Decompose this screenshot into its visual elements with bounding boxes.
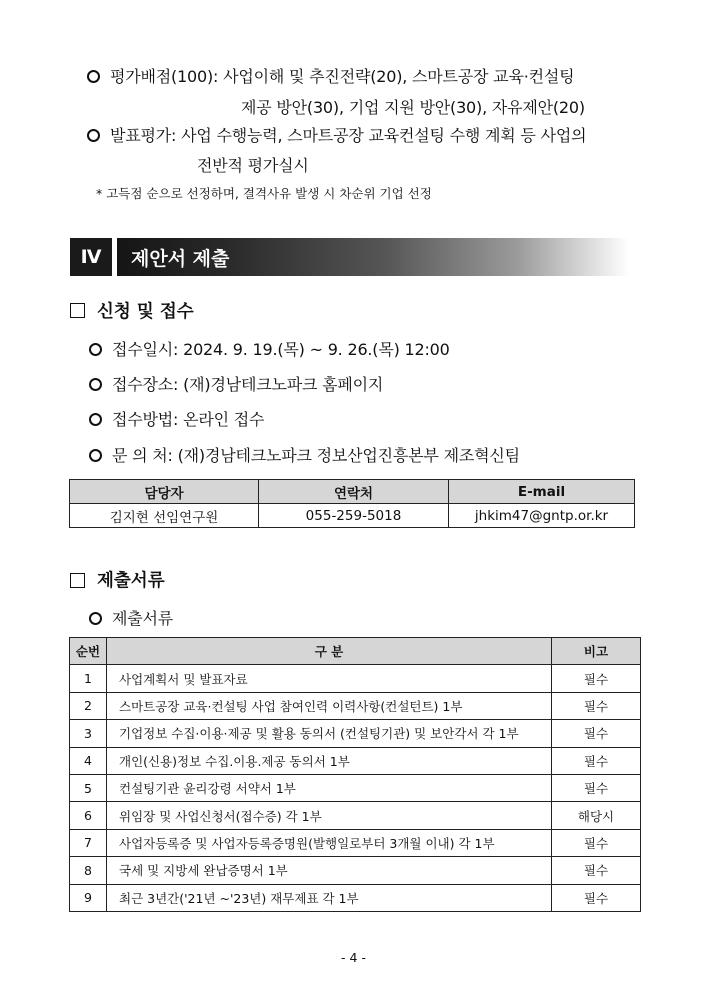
docs-header-name: 구 분 (107, 638, 552, 665)
row-number: 7 (70, 829, 107, 856)
row-number: 9 (70, 884, 107, 911)
row-note: 필수 (552, 720, 641, 747)
docs-heading: 제출서류 (97, 571, 165, 591)
apply-item-contact: 문 의 처: (재)경남테크노파크 정보산업진흥본부 제조혁신팀 (112, 446, 520, 465)
table-row (70, 829, 641, 856)
apply-item-method: 접수방법: 온라인 접수 (112, 410, 265, 429)
row-number: 2 (70, 692, 107, 719)
row-note: 필수 (552, 829, 641, 856)
row-name: 국세 및 지방세 완납증명서 1부 (107, 857, 552, 884)
contact-header-phone: 연락처 (259, 480, 449, 504)
table-header-row (70, 480, 635, 504)
bullet-circle-icon (89, 378, 102, 391)
checkbox-square-icon (70, 573, 85, 588)
row-note: 필수 (552, 884, 641, 911)
docs-header-no: 순번 (70, 638, 107, 665)
row-note: 필수 (552, 857, 641, 884)
page-number: - 4 - (341, 950, 366, 965)
row-name: 위임장 및 사업신청서(접수증) 각 1부 (107, 802, 552, 829)
table-row (70, 665, 641, 692)
table-row (70, 504, 635, 528)
docs-header-note: 비고 (552, 638, 641, 665)
bullet-circle-icon (89, 449, 102, 462)
table-row (70, 747, 641, 774)
contact-header-email: E-mail (449, 480, 635, 504)
table-header-row (70, 638, 641, 665)
section-number: Ⅳ (70, 238, 112, 276)
eval-item-1: 평가배점(100): 사업이해 및 추진전략(20), 스마트공장 교육·컨설팅 (110, 67, 575, 86)
row-note: 필수 (552, 774, 641, 801)
docs-subheading: 제출서류 (112, 609, 174, 628)
row-number: 5 (70, 774, 107, 801)
row-number: 8 (70, 857, 107, 884)
eval-item-1-cont: 제공 방안(30), 기업 지원 방안(30), 자유제안(20) (241, 98, 585, 117)
row-note: 필수 (552, 747, 641, 774)
table-row (70, 720, 641, 747)
contact-person: 김지현 선임연구원 (70, 504, 259, 528)
contact-email: jhkim47@gntp.or.kr (449, 504, 635, 528)
contact-phone: 055-259-5018 (259, 504, 449, 528)
contact-header-person: 담당자 (70, 480, 259, 504)
table-row (70, 884, 641, 911)
checkbox-square-icon (70, 303, 85, 318)
apply-heading: 신청 및 접수 (97, 302, 194, 322)
bullet-circle-icon (87, 70, 100, 83)
row-name: 개인(신용)정보 수집.이용.제공 동의서 1부 (107, 747, 552, 774)
section-title: 제안서 제출 (117, 238, 629, 276)
row-note: 해당시 (552, 802, 641, 829)
row-name: 최근 3년간('21년 ~'23년) 재무제표 각 1부 (107, 884, 552, 911)
row-name: 스마트공장 교육·컨설팅 사업 참여인력 이력사항(컨설턴트) 1부 (107, 692, 552, 719)
table-row (70, 857, 641, 884)
apply-item-date: 접수일시: 2024. 9. 19.(목) ~ 9. 26.(목) 12:00 (112, 340, 450, 359)
row-name: 기업정보 수집·이용·제공 및 활용 동의서 (컨설팅기관) 및 보안각서 각 1부 (107, 720, 552, 747)
row-note: 필수 (552, 665, 641, 692)
row-number: 6 (70, 802, 107, 829)
row-name: 사업자등록증 및 사업자등록증명원(발행일로부터 3개월 이내) 각 1부 (107, 829, 552, 856)
eval-note: * 고득점 순으로 선정하며, 결격사유 발생 시 차순위 기업 선정 (96, 186, 432, 201)
bullet-circle-icon (89, 413, 102, 426)
table-row (70, 774, 641, 801)
docs-table (69, 637, 641, 912)
row-number: 1 (70, 665, 107, 692)
eval-item-2: 발표평가: 사업 수행능력, 스마트공장 교육컨설팅 수행 계획 등 사업의 (110, 126, 587, 145)
row-number: 3 (70, 720, 107, 747)
table-row (70, 802, 641, 829)
bullet-circle-icon (89, 343, 102, 356)
apply-item-place: 접수장소: (재)경남테크노파크 홈페이지 (112, 375, 384, 394)
row-number: 4 (70, 747, 107, 774)
table-row (70, 692, 641, 719)
bullet-circle-icon (89, 612, 102, 625)
eval-item-2-cont: 전반적 평가실시 (197, 156, 309, 175)
row-note: 필수 (552, 692, 641, 719)
row-name: 컨설팅기관 윤리강령 서약서 1부 (107, 774, 552, 801)
row-name: 사업계획서 및 발표자료 (107, 665, 552, 692)
contact-table (69, 479, 635, 528)
bullet-circle-icon (87, 129, 100, 142)
